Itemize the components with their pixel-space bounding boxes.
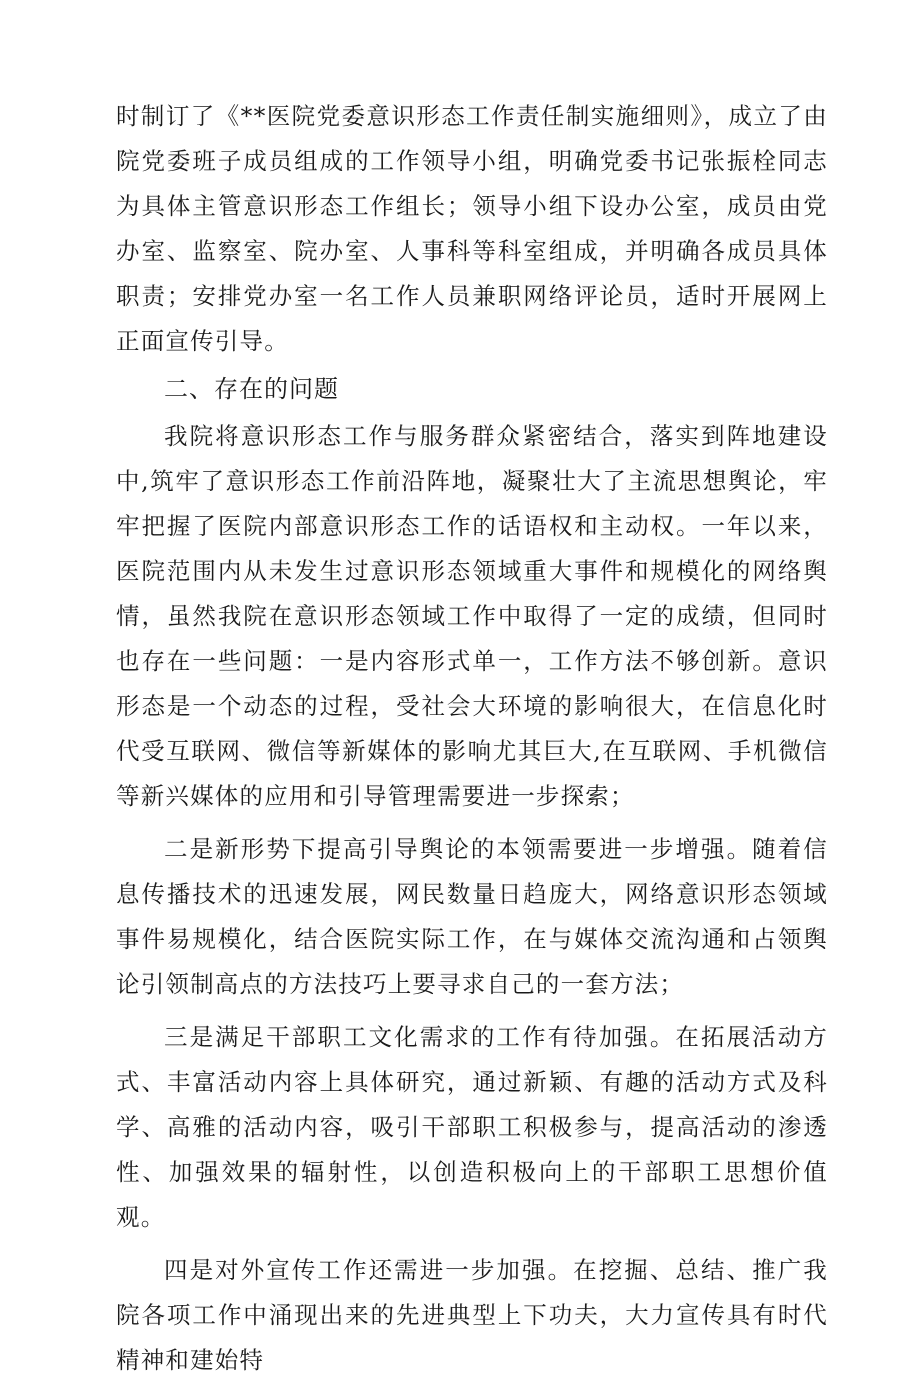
paragraph-issue-two: 二是新形势下提高引导舆论的本领需要进一步增强。随着信息传播技术的迅速发展，网民数量日趋庞大，网络意识形态领域事件易规模化，结合医院实际工作，在与媒体交流沟通和占领舆论引领制高点的方法技巧上要寻求自己的一套方法； [116, 835, 828, 998]
document-body [116, 94, 828, 1383]
paragraph-issue-three: 三是满足干部职工文化需求的工作有待加强。在拓展活动方式、丰富活动内容上具体研究，通过新颖、有趣的活动方式及科学、高雅的活动内容，吸引干部职工积极参与，提高活动的渗透性、加强效果的辐射性，以创造积极向上的干部职工思想价值观。 [116, 1023, 828, 1231]
paragraph-issues-intro: 我院将意识形态工作与服务群众紧密结合，落实到阵地建设中,筑牢了意识形态工作前沿阵地，凝聚壮大了主流思想舆论，牢牢把握了医院内部意识形态工作的话语权和主动权。一年以来，医院范围内从未发生过意识形态领域重大事件和规模化的网络舆情，虽然我院在意识形态领域工作中取得了一定的成绩，但同时也存在一些问题：一是内容形式单一，工作方法不够创新。意识形态是一个动态的过程，受社会大环境的影响很大，在信息化时代受互联网、微信等新媒体的影响尤其巨大,在互联网、手机微信等新兴媒体的应用和引导管理需要进一步探索； [116, 422, 828, 810]
paragraph-issue-four: 四是对外宣传工作还需进一步加强。在挖掘、总结、推广我院各项工作中涌现出来的先进典型上下功夫，大力宣传具有时代精神和建始特 [116, 1256, 828, 1374]
section-heading: 二、存在的问题 [164, 375, 339, 403]
opening-paragraph: 时制订了《**医院党委意识形态工作责任制实施细则》，成立了由院党委班子成员组成的工作领导小组，明确党委书记张振栓同志为具体主管意识形态工作组长；领导小组下设办公室，成员由党办室、监察室、院办室、人事科等科室组成，并明确各成员具体职责；安排党办室一名工作人员兼职网络评论员，适时开展网上正面宣传引导。 [116, 102, 828, 355]
